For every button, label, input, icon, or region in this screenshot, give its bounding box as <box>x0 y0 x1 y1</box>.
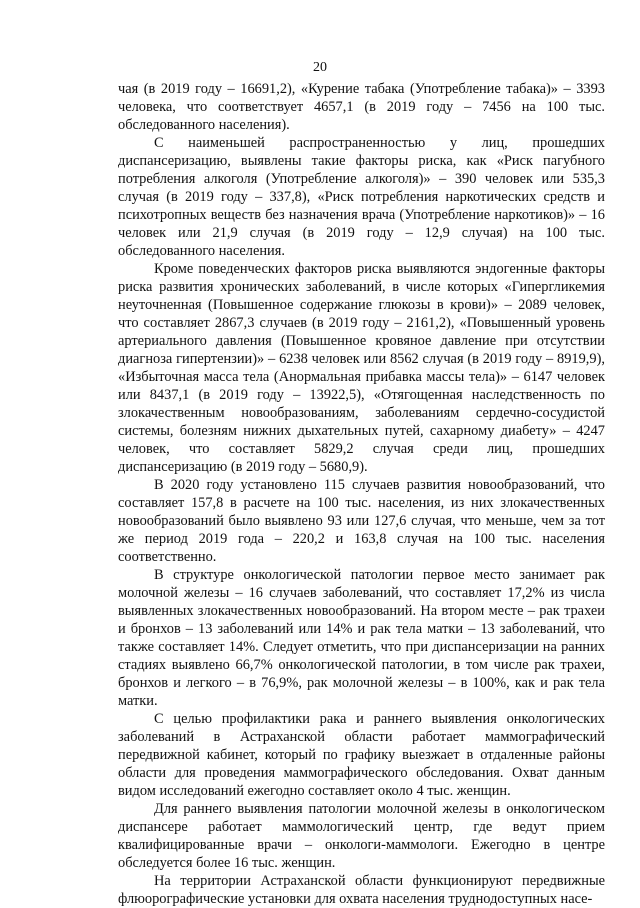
paragraph-mammology-center: Для раннего выявления патологии молочной железы в онкологическом диспансере работает маммологический центр, где ведут прием квалифицированные врачи – онкологи-маммологи. Ежегодно в центре обследуется более 16 тыс. женщин. <box>118 801 605 871</box>
document-body <box>118 80 605 908</box>
paragraph-oncology-structure: В структуре онкологической патологии первое место занимает рак молочной железы – 16 случаев заболеваний, что составляет 17,2% из числа выявленных злокачественных новообразований. На втором месте – рак трахеи и бронхов – 13 заболеваний или 14% и рак тела матки – 13 заболеваний, что также составляет 14%. Следует отметить, что при диспансеризации на ранних стадиях выявлено 66,7% онкологической патологии, в том числе рак трахеи, бронхов и легкого – в 76,9%, рак молочной железы – в 100%, как и рак тела матки. <box>118 567 605 709</box>
paragraph-endogenous-factors: Кроме поведенческих факторов риска выявляются эндогенные факторы риска развития хронических заболеваний, в числе которых «Гипергликемия неуточненная (Повышенное содержание глюкозы в крови)» – 2089 человек, что составляет 2867,3 случаев (в 2019 году – 2161,2), «Повышенный уровень артериального давления (Повышенное кровяное давление при отсутствии диагноза гипертензии)» – 6238 человек или 8562 случая (в 2019 году – 8919,9), «Избыточная масса тела (Анормальная прибавка массы тела)» – 6147 человек или 8437,1 (в 2019 году – 13922,5), «Отягощенная наследственность по злокачественным новообразованиям, заболеваниям сердечно-сосудистой системы, болезням нижних дыхательных путей, сахарному диабету» – 4247 человек, что составляет 5829,2 случая среди лиц, прошедших диспансеризацию (в 2019 году – 5680,9). <box>118 261 605 475</box>
page-number: 20 <box>313 60 327 75</box>
paragraph-neoplasms-2020: В 2020 году установлено 115 случаев развития новообразований, что составляет 157,8 в расчете на 100 тыс. населения, из них злокачественных новообразований было выявлено 93 или 127,6 случая, что меньше, чем за тот же период 2019 года – 220,2 и 163,8 случая на 100 тыс. населения соответственно. <box>118 477 605 565</box>
paragraph-continuation: чая (в 2019 году – 16691,2), «Курение табака (Употребление табака)» – 3393 человека, что соответствует 4657,1 (в 2019 году – 7456 на 100 тыс. обследованного населения). <box>118 81 605 133</box>
paragraph-fluorography: На территории Астраханской области функционируют передвижные флюорографические установки для охвата населения труднодоступных насе- <box>118 873 605 907</box>
paragraph-mammography-mobile: С целью профилактики рака и раннего выявления онкологических заболеваний в Астраханской области работает маммографический передвижной кабинет, который по графику выезжает в отдаленные районы области для проведения маммографического обследования. Охват данным видом исследований ежегодно составляет около 4 тыс. женщин. <box>118 711 605 799</box>
paragraph-risk-factors-low: С наименьшей распространенностью у лиц, прошедших диспансеризацию, выявлены такие факторы риска, как «Риск пагубного потребления алкоголя (Употребление алкоголя)» – 390 человек или 535,3 случая (в 2019 году – 337,8), «Риск потребления наркотических средств и психотропных веществ без назначения врача (Употребление наркотиков)» – 16 человек или 21,9 случая (в 2019 году – 12,9 случая) на 100 тыс. обследованного населения. <box>118 135 605 259</box>
